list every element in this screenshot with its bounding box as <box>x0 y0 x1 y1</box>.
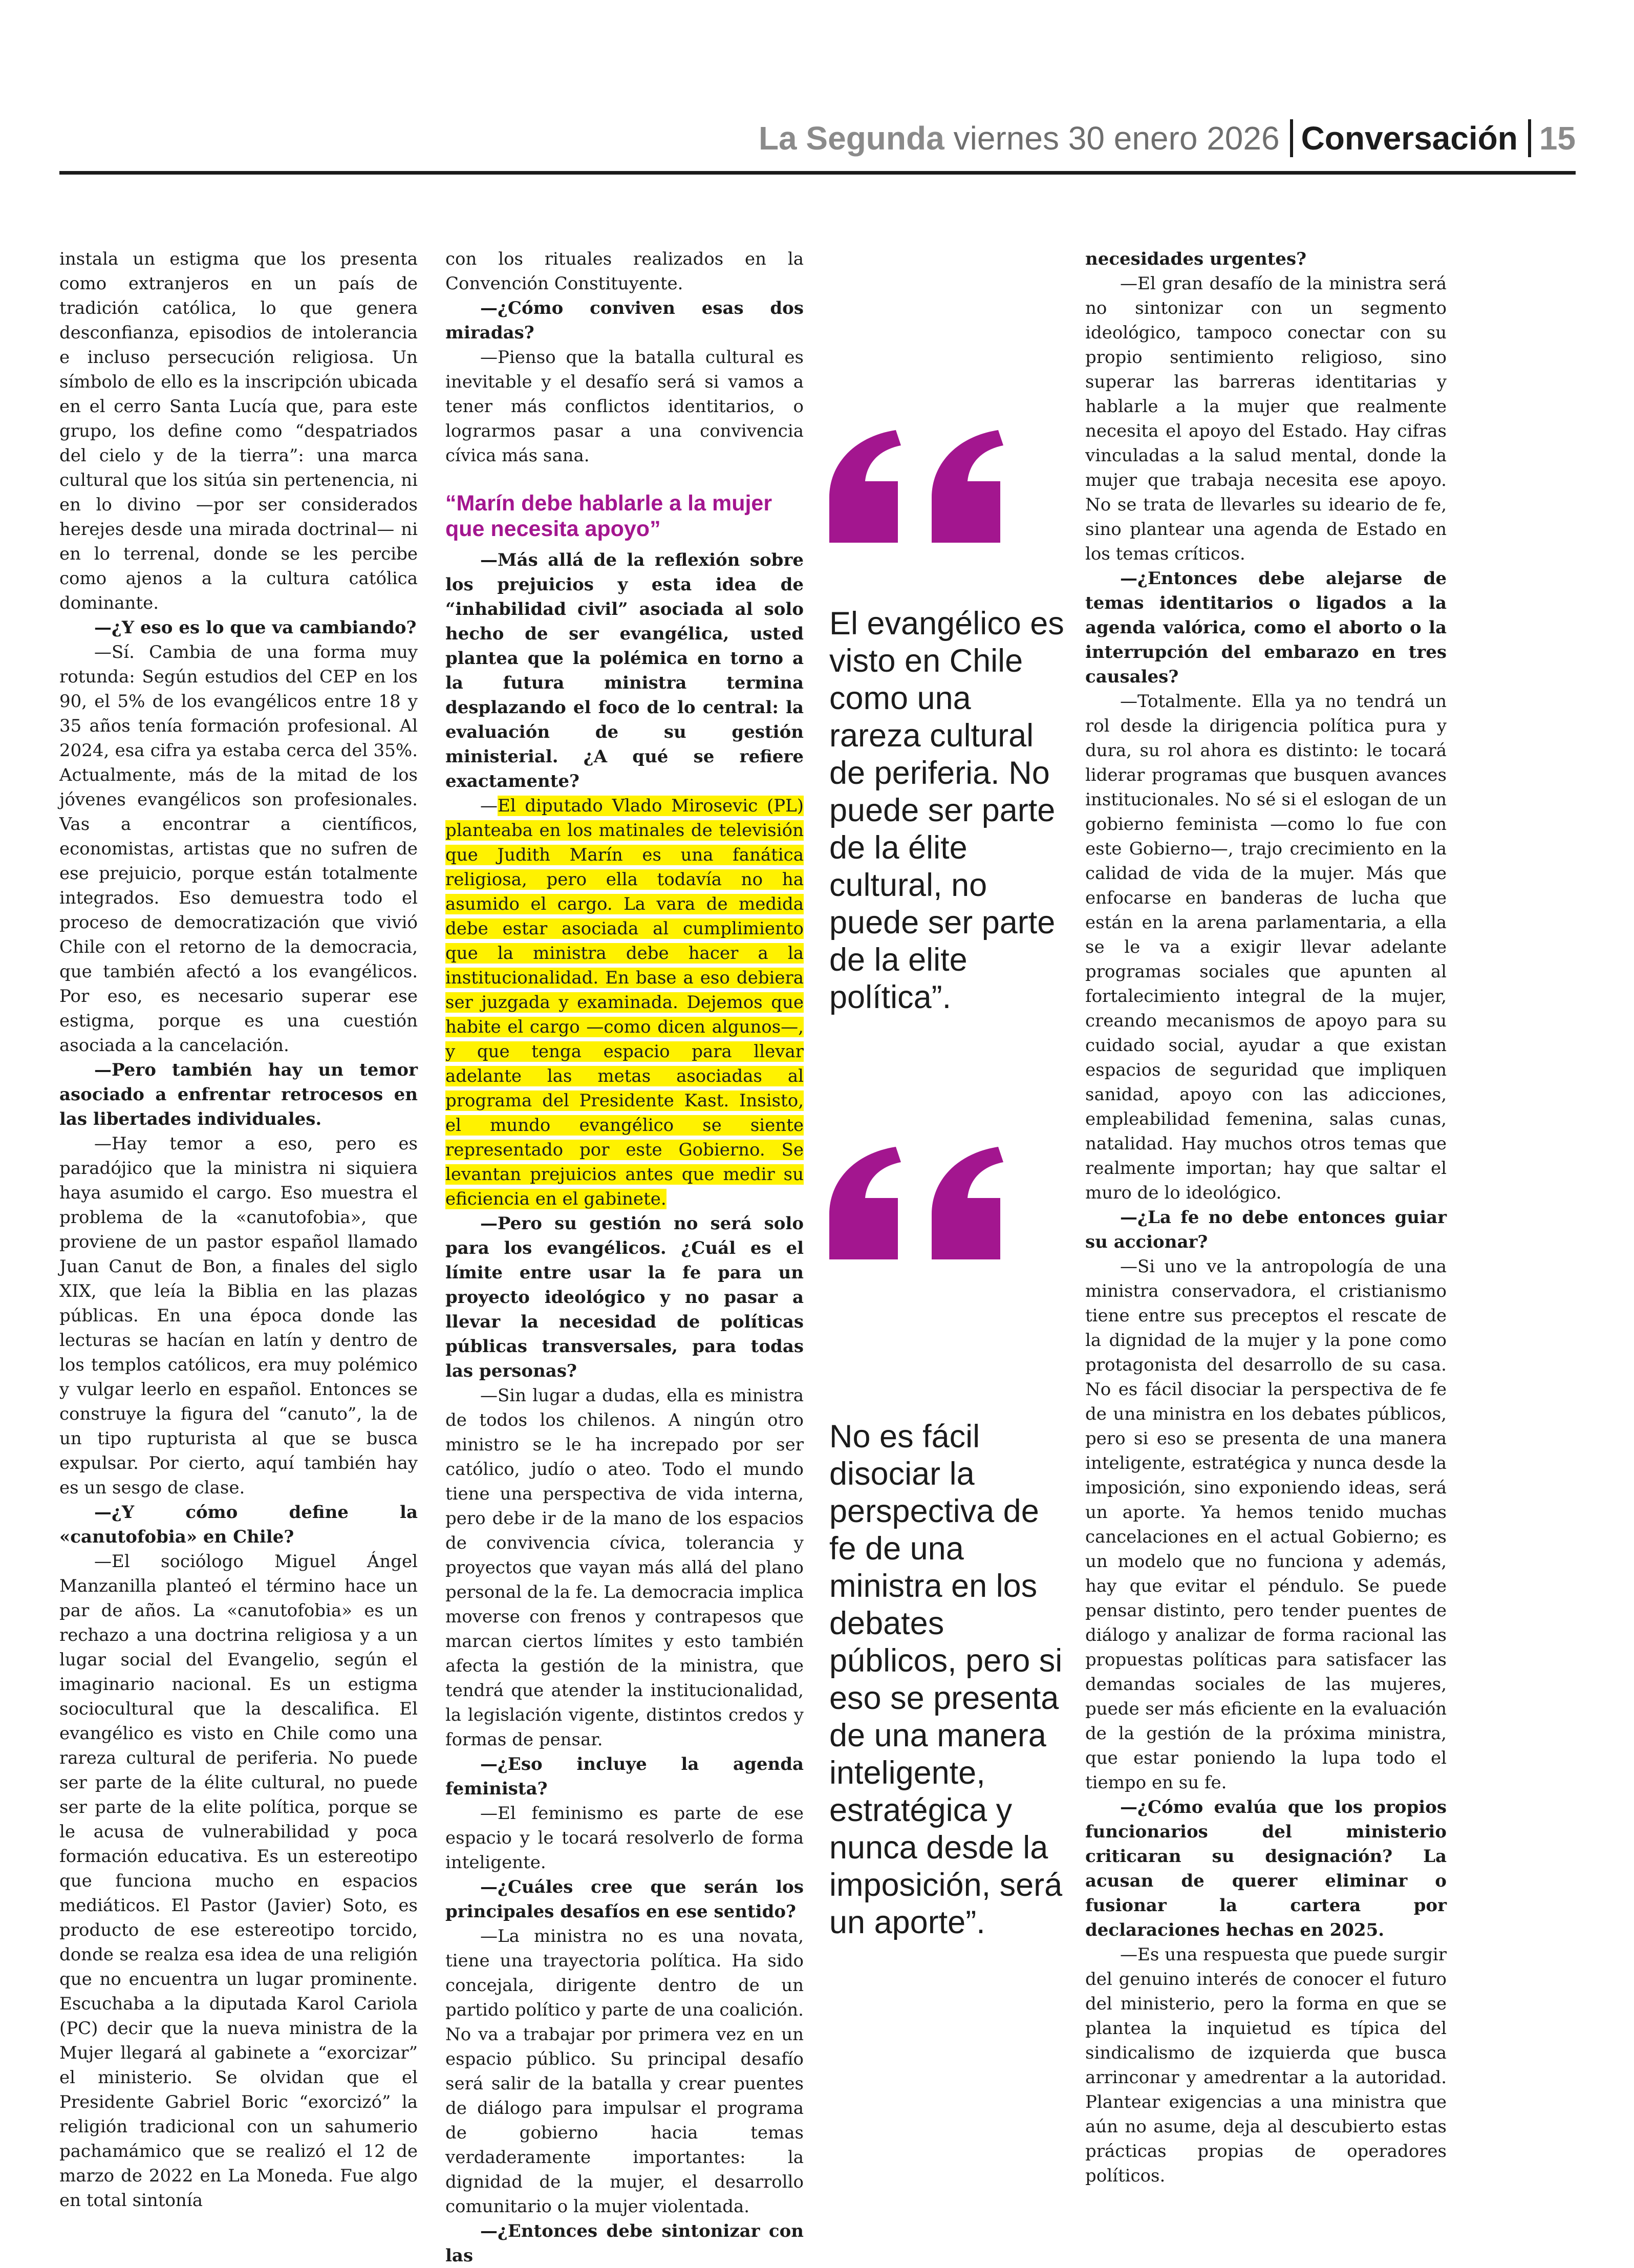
interview-question: —¿La fe no debe entonces guiar su accionar? <box>1085 1207 1447 1252</box>
pull-quote-text: El evangélico es visto en Chile como una rareza cultural de periferia. No puede ser parte de la élite cultural, no puede ser parte de la elite política”. <box>829 606 1064 1015</box>
body-paragraph: con los rituales realizados en la Convención Constituyente. <box>445 249 804 294</box>
pull-quote-2 <box>829 1147 1065 1941</box>
body-paragraph: —Hay temor a eso, pero es paradójico que la ministra ni siquiera haya asumido el cargo. Eso muestra el problema de la «canutofobia», que proviene de un pastor español llamado Juan Canut de Bon, a finales del siglo XIX, que leía la Biblia en las plazas públicas. En una época donde las lecturas se hacían en latín y dentro de los templos católicos, era muy polémico y vulgar leerlo en español. Entonces se construye la figura del “canuto”, la de un tipo rupturista al que se busca expulsar. Por cierto, aquí también hay es un sesgo de clase. <box>59 1133 418 1498</box>
pull-quote-1 <box>829 430 1065 1016</box>
body-paragraph: —Si uno ve la antropología de una ministra conservadora, el cristianismo tiene entre sus preceptos el rescate de la dignidad de la mujer y la pone como protagonista del desarrollo de su casa. No es fácil disociar la perspectiva de fe de una ministra en los debates públicos, pero si eso se presenta de una manera inteligente, estratégica y nunca desde la imposición, sino exponiendo ideas, será un aporte. Ya hemos tenido muchas cancelaciones en el actual Gobierno; es un modelo que no funciona y además, hay que evitar el péndulo. Se puede pensar distinto, pero tender puentes de diálogo y analizar de forma racional las propuestas políticas para satisfacer las demandas sociales de las mujeres, puede ser más eficiente en la evaluación de la gestión de la próxima ministra, que estar poniendo la lupa todo el tiempo en su fe. <box>1085 1256 1447 1793</box>
body-paragraph: —Totalmente. Ella ya no tendrá un rol desde la dirigencia política pura y dura, su rol ahora es distinto: le tocará liderar programas que busquen avances institucionales. No sé si el eslogan de un gobierno feminista —como lo fue con este Gobierno—, trajo crecimiento en la calidad de vida de la mujer. Más que enfocarse en banderas de lucha que están en la arena parlamentaria, a ella se le va a exigir llevar adelante programas sociales que apunten al fortalecimiento integral de la mujer, creando mecanismos de apoyo para su cuidado social, ayudar a que existan espacios de seguridad que impliquen sanidad, apoyo con las adicciones, empleabilidad femenina, salas cunas, natalidad. Hay muchos otros temas que realmente importan; hay que saltar el muro de lo ideológico. <box>1085 691 1447 1203</box>
interview-question: necesidades urgentes? <box>1085 249 1307 269</box>
issue-date: viernes 30 enero 2026 <box>953 120 1280 157</box>
body-paragraph: —El sociólogo Miguel Ángel Manzanilla planteó el término hace un par de años. La «canutofobia» es un rechazo a una doctrina religiosa y a un lugar social del Evangelio, según el imaginario nacional. Es un estigma sociocultural que la descalifica. El evangélico es visto en Chile como una rareza cultural de periferia. No puede ser parte de la élite cultural, no puede ser parte de la elite política, porque se le acusa de vulnerabilidad y poca formación educativa. Es un estereotipo que funciona mucho en espacios mediáticos. El Pastor (Javier) Soto, es producto de ese estereotipo torcido, donde se realza esa idea de una religión que no encuentra un lugar prominente. Escuchaba a la diputada Karol Cariola (PC) decir que la nueva ministra de la Mujer llegará al gabinete a “exorcizar” el ministerio. Se olvidan que el Presidente Gabriel Boric “exorcizó” la religión tradicional con un sahumerio pachamámico que se realizó el 12 de marzo de 2022 en La Moneda. Fue algo en total sintonía <box>59 1551 418 2211</box>
interview-question: —¿Entonces debe alejarse de temas identitarios o ligados a la agenda valórica, como el aborto o la interrupción del embarazo en tres causales? <box>1085 568 1447 687</box>
interview-question: —¿Cómo conviven esas dos miradas? <box>445 298 804 343</box>
interview-question: —¿Entonces debe sintonizar con las <box>445 2221 804 2266</box>
interview-question: —Pero su gestión no será solo para los evangélicos. ¿Cuál es el límite entre usar la fe para un proyecto ideológico y no pasar a llevar la necesidad de políticas públicas transversales, para todas las personas? <box>445 1213 804 1381</box>
page-header <box>59 110 1576 175</box>
interview-question: —Pero también hay un temor asociado a enfrentar retrocesos en las libertades individuales. <box>59 1060 418 1129</box>
article-column-2 <box>445 247 804 2266</box>
body-paragraph: —Pienso que la batalla cultural es inevitable y el desafío será si vamos a tener más conflictos identitarios, o lograrmos pasar a una convivencia cívica más sana. <box>445 347 804 466</box>
masthead <box>759 114 1576 163</box>
newspaper-name: La Segunda <box>758 120 944 157</box>
interview-question: —¿Cómo evalúa que los propios funcionarios del ministerio criticaran su designación? La acusan de querer eliminar o fusionar la cartera por declaraciones hechas en 2025. <box>1085 1797 1447 1940</box>
interview-question: —¿Cuáles cree que serán los principales desafíos en ese sentido? <box>445 1877 804 1922</box>
body-paragraph: —El gran desafío de la ministra será no sintonizar con un segmento ideológico, tampoco conectar con su propio sentimiento religioso, sino superar las barreras identitarias y hablarle a la mujer que realmente necesita el apoyo del Estado. Hay cifras vinculadas a la salud mental, donde la mujer que trabaja necesita ese apoyo. No se trata de llevarles su ideario de fe, sino plantear una agenda de Estado en los temas críticos. <box>1085 273 1447 564</box>
body-paragraph: —Es una respuesta que puede surgir del genuino interés de conocer el futuro del ministerio, pero la forma en que se plantea la inquietud es típica del sindicalismo de izquierda que busca arrinconar y amedrentar a la autoridad. Plantear exigencias a una ministra que aún no asume, deja al descubierto estas prácticas propias de operadores políticos. <box>1085 1944 1447 2186</box>
dash-lead: — <box>480 796 498 816</box>
body-paragraph: instala un estigma que los presenta como extranjeros en un país de tradición católica, lo que genera desconfianza, episodios de intolerancia e incluso persecución religiosa. Un símbolo de ello es la inscripción ubicada en el cerro Santa Lucía que, para este grupo, los define como “despatriados del cielo y de la tierra”: una marca cultural que los sitúa sin pertenencia, ni en lo divino —por ser considerados herejes desde una mirada doctrinal— ni en lo terrenal, donde se les percibe como ajenos a la cultura católica dominante. <box>59 249 418 613</box>
highlighted-paragraph <box>445 794 804 1211</box>
interview-question: —¿Y eso es lo que va cambiando? <box>94 617 417 638</box>
body-paragraph: —Sí. Cambia de una forma muy rotunda: Según estudios del CEP en los 90, el 5% de los evangélicos entre 18 y 35 años tenía formación profesional. Al 2024, esa cifra ya estaba cerca del 35%. Actualmente, más de la mitad de los jóvenes evangélicos son profesionales. Vas a encontrar a científicos, economistas, artistas que no sufren de ese prejuicio, porque están totalmente integrados. Eso demuestra todo el proceso de democratización que vivió Chile con el retorno de la democracia, que también afectó a los evangélicos. Por eso, es necesario superar ese estigma, porque es una cuestión asociada a la cancelación. <box>59 642 418 1056</box>
highlighted-text: El diputado Vlado Mirosevic (PL) planteaba en los matinales de televisión que Judith Marín es una fanática religiosa, pero ella todavía no ha asumido el cargo. La vara de medida debe estar asociada al cumplimiento que la ministra debe hacer a la institucionalidad. En base a eso debiera ser juzgada y examinada. Dejemos que habite el cargo —como dicen algunos—, y que tenga espacio para llevar adelante las metas asociadas al programa del Presidente Kast. Insisto, el mundo evangélico se siente representado por este Gobierno. Se levantan prejuicios antes que medir su eficiencia en el gabinete. <box>445 796 804 1209</box>
body-paragraph: —Sin lugar a dudas, ella es ministra de todos los chilenos. A ningún otro ministro se le ha increpado por ser católico, judío o ateo. Todo el mundo tiene una perspectiva de vida interna, pero debe ir de la mano de los espacios de convivencia cívica, tolerancia y proyectos que vayan más allá del plano personal de la fe. La democracia implica moverse con frenos y contrapesos que marcan ciertos límites y esto también afecta la gestión de la ministra, que tendrá que atender la institucionalidad, la legislación vigente, distintos credos y formas de pensar. <box>445 1385 804 1750</box>
pull-quote-text: No es fácil disociar la perspectiva de fe de una ministra en los debates públicos, pero si eso se presenta de una manera inteligente, estratégica y nunca desde la imposición, será un aporte”. <box>829 1419 1063 1940</box>
page-number: 15 <box>1528 119 1576 157</box>
article-column-1 <box>59 247 418 2211</box>
section-name: Conversación <box>1290 119 1518 157</box>
body-paragraph: —El feminismo es parte de ese espacio y le tocará resolverlo de forma inteligente. <box>445 1803 804 1873</box>
interview-question: —¿Y cómo define la «canutofobia» en Chile? <box>59 1502 418 1547</box>
interview-question: —¿Eso incluye la agenda feminista? <box>445 1754 804 1799</box>
open-double-quote-icon <box>829 430 1008 543</box>
interview-question: —Más allá de la reflexión sobre los prejuicios y esta idea de “inhabilidad civil” asociada al solo hecho de ser evangélica, usted plantea que la polémica en torno a la futura ministra termina desplazando el foco de lo central: la evaluación de su gestión ministerial. ¿A qué se refiere exactamente? <box>445 550 804 791</box>
article-column-4 <box>1085 247 1447 2186</box>
open-double-quote-icon <box>829 1147 1008 1259</box>
body-paragraph: —La ministra no es una novata, tiene una trayectoria política. Ha sido concejala, dirigente dentro de un partido político y parte de una coalición. No va a trabajar por primera vez en un espacio público. Su principal desafío será salir de la batalla y crear puentes de diálogo para impulsar el programa de gobierno hacia temas verdaderamente importantes: la dignidad de la mujer, el desarrollo comunitario o la mujer violentada. <box>445 1926 804 2217</box>
section-subheading: “Marín debe hablarle a la mujer que necesita apoyo” <box>445 491 772 541</box>
